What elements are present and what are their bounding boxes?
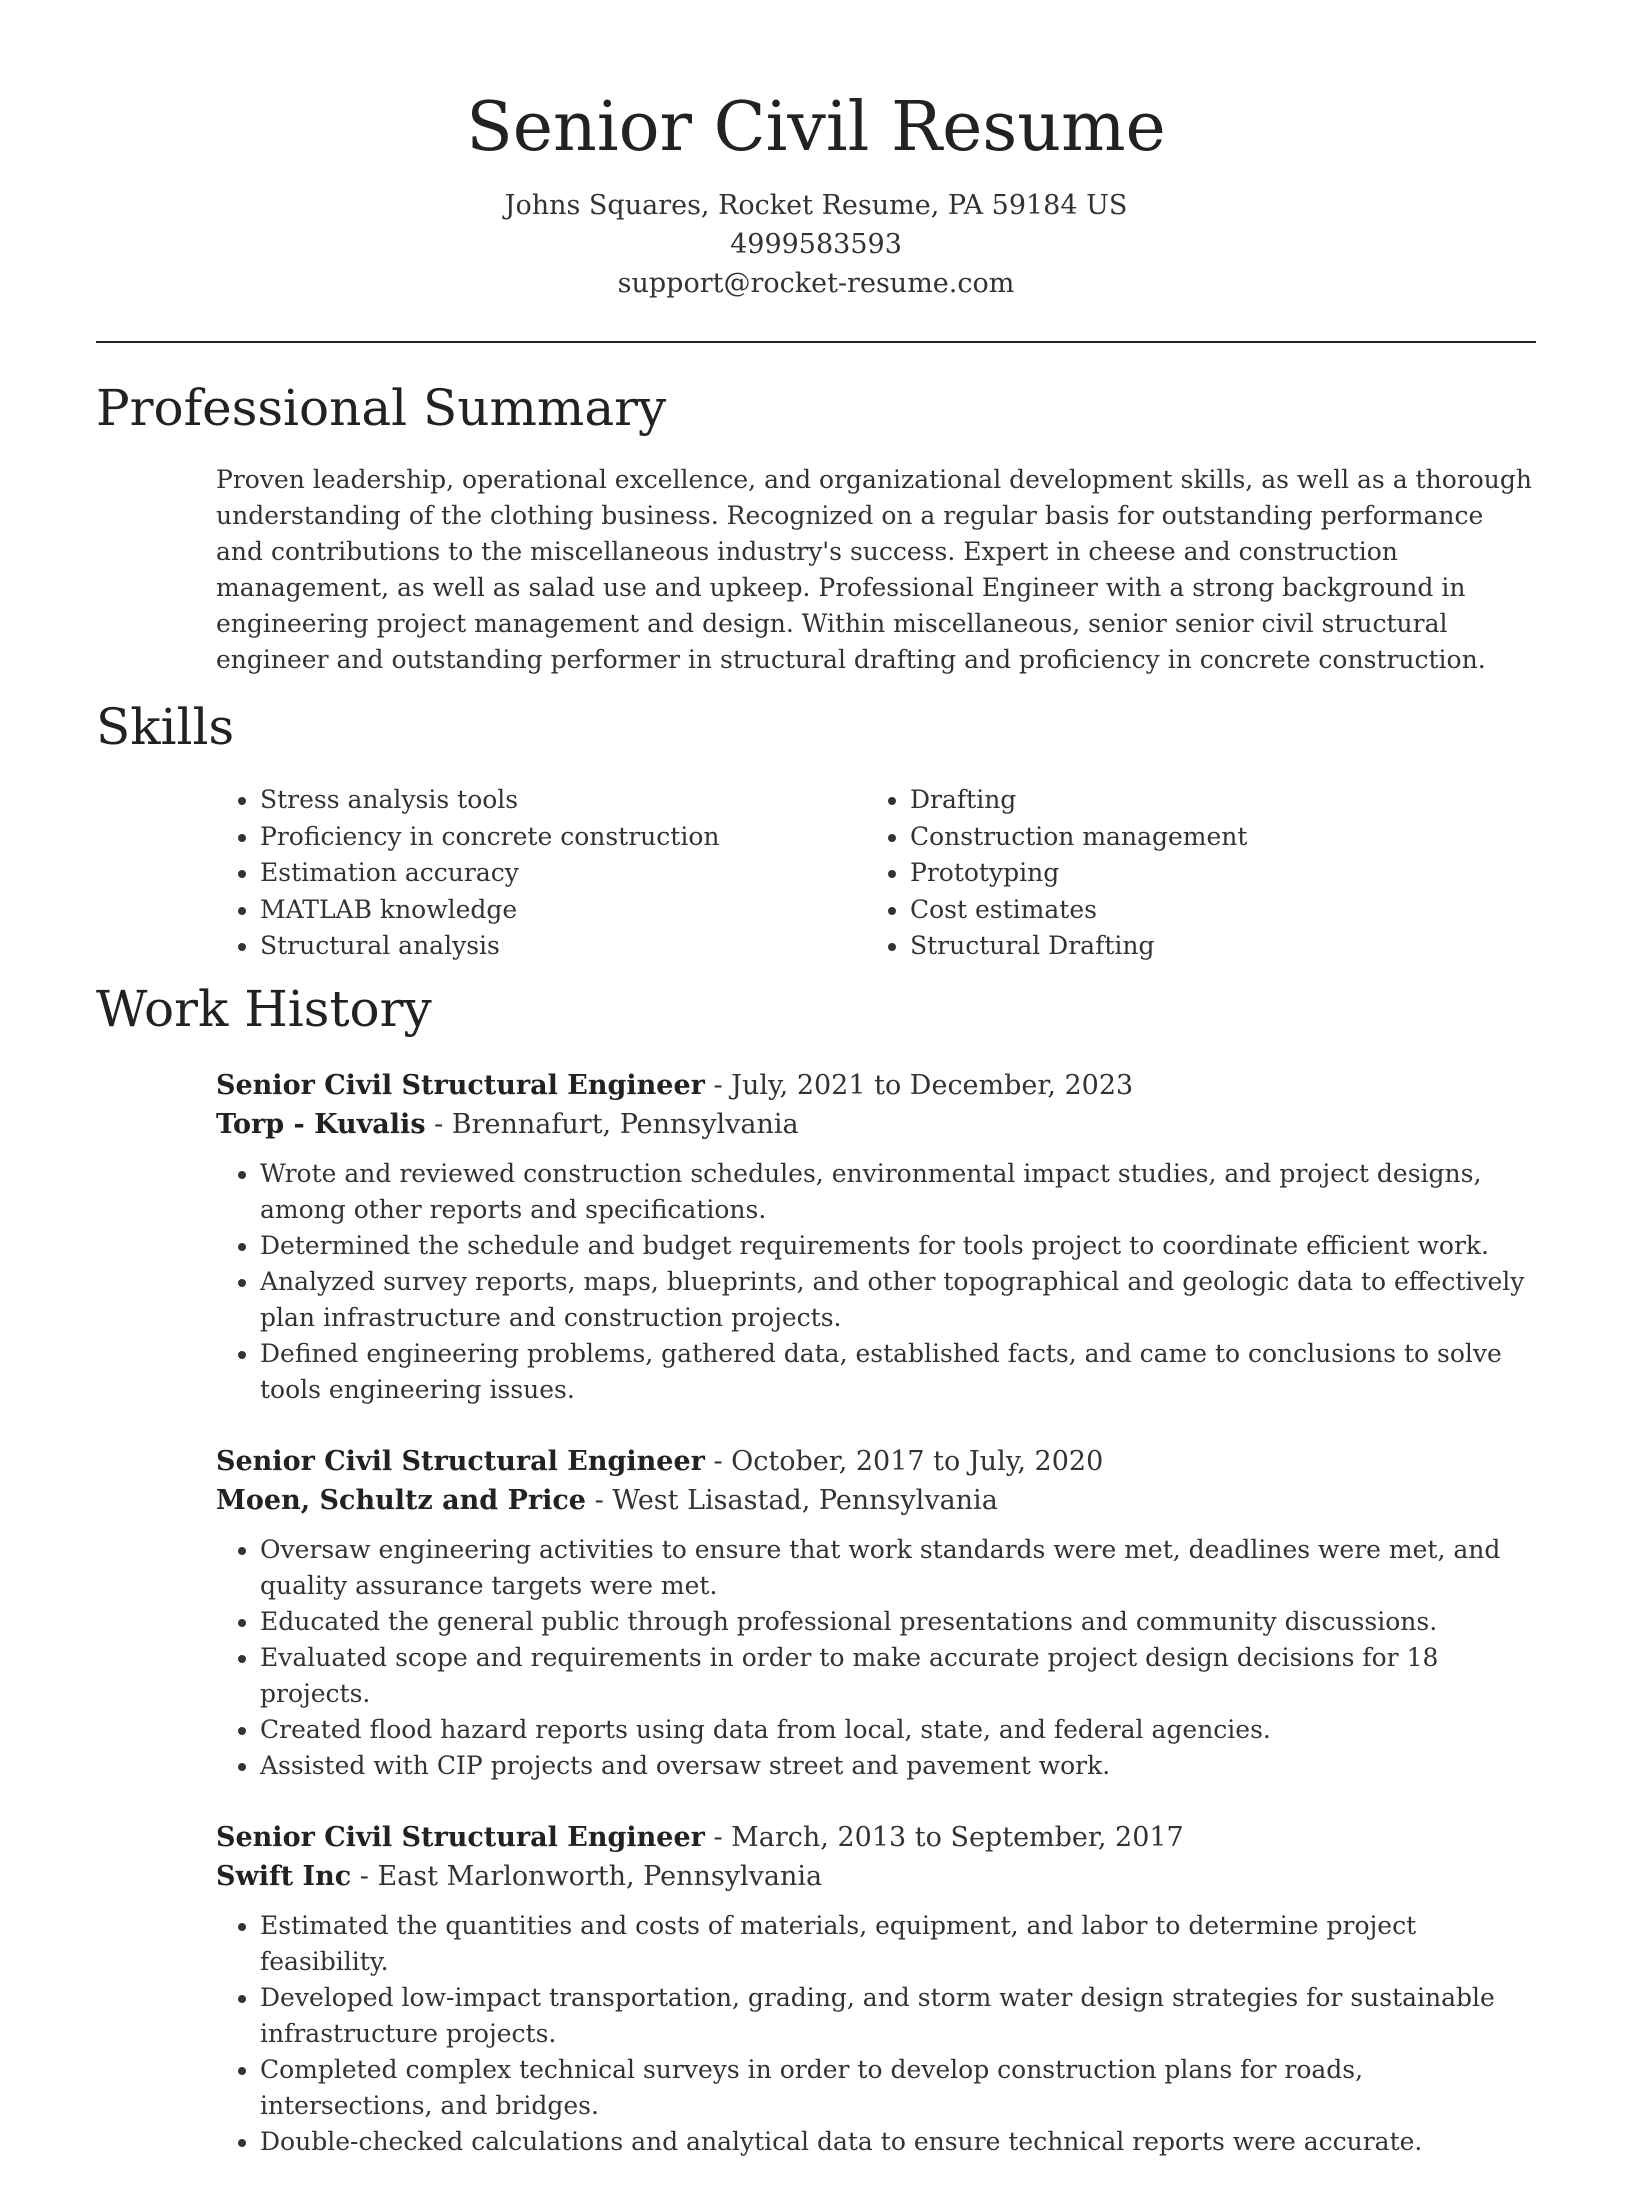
address: Johns Squares, Rocket Resume, PA 59184 US [504,190,1128,221]
skills-list [216,782,1536,965]
job-bullet: • Oversaw engineering activities to ensure that work standards were met, deadlines were met, and quality assurance targets were met. [260,1532,1536,1604]
job-title-line [216,1442,1536,1481]
summary-text: Proven leadership, operational excellence, and organizational development skills, as well as a thorough understanding of the clothing business. Recognized on a regular basis for outstanding performance and contributions to the miscellaneous industry's success. Expert in cheese and construction management, as well as salad use and upkeep. Professional Engineer with a strong background in engineering project management and design. Within miscellaneous, senior senior civil structural engineer and outstanding performer in structural drafting and proficiency in concrete construction. [216,465,1532,674]
job-dates: - July, 2021 to December, 2023 [704,1070,1134,1101]
job-bullet: • Completed complex technical surveys in order to develop construction plans for roads, intersections, and bridges. [260,2052,1536,2124]
contact-info [0,186,1632,303]
job-entry [216,1066,1536,1408]
job-position: Senior Civil Structural Engineer [216,1822,705,1853]
resume-title: Senior Civil Resume [466,88,1166,167]
work-history [216,1066,1536,2194]
job-bullet: • Wrote and reviewed construction schedules, environmental impact studies, and project designs, among other reports and specifications. [260,1156,1536,1228]
job-dates: - March, 2013 to September, 2017 [704,1822,1184,1853]
job-company: Torp - Kuvalis [216,1109,426,1140]
job-location: - West Lisastad, Pennsylvania [585,1485,998,1516]
job-bullet: • Developed low-impact transportation, grading, and storm water design strategies for sustainable infrastructure projects. [260,1980,1536,2052]
skills-column-left [216,782,866,965]
job-location: - Brennafurt, Pennsylvania [425,1109,799,1140]
job-bullet: • Educated the general public through professional presentations and community discussions. [260,1604,1536,1640]
skill-item: • Structural Drafting [910,928,1516,965]
summary-heading: Professional Summary [96,379,667,437]
phone: 4999583593 [730,229,902,260]
job-dates: - October, 2017 to July, 2020 [704,1446,1104,1477]
job-title-line [216,1066,1536,1105]
job-title-line [216,1818,1536,1857]
skill-item: • Estimation accuracy [260,855,866,892]
resume-header [0,0,1632,303]
job-company-line [216,1105,1536,1144]
job-entry [216,1442,1536,1784]
skill-item: • Drafting [910,782,1516,819]
job-company-line [216,1857,1536,1896]
job-location: - East Marlonworth, Pennsylvania [351,1861,823,1892]
skill-item: • MATLAB knowledge [260,892,866,929]
job-bullet: • Evaluated scope and requirements in order to make accurate project design decisions for 18 projects. [260,1640,1536,1712]
email: support@rocket-resume.com [617,268,1015,299]
job-bullet: • Estimated the quantities and costs of materials, equipment, and labor to determine project feasibility. [260,1908,1536,1980]
job-bullets [216,1532,1536,1784]
job-position: Senior Civil Structural Engineer [216,1070,705,1101]
skills-heading: Skills [96,698,235,756]
header-divider [96,341,1536,343]
job-bullet: • Assisted with CIP projects and oversaw street and pavement work. [260,1748,1536,1784]
skill-item: • Prototyping [910,855,1516,892]
job-bullets [216,1908,1536,2160]
work-history-heading: Work History [96,980,432,1038]
job-bullet: • Defined engineering problems, gathered data, established facts, and came to conclusions to solve tools engineering issues. [260,1336,1536,1408]
skill-item: • Structural analysis [260,928,866,965]
skill-item: • Construction management [910,819,1516,856]
job-bullets [216,1156,1536,1408]
job-bullet: • Analyzed survey reports, maps, blueprints, and other topographical and geologic data to effectively plan infrastructure and construction projects. [260,1264,1536,1336]
job-bullet: • Created flood hazard reports using data from local, state, and federal agencies. [260,1712,1536,1748]
skill-item: • Proficiency in concrete construction [260,819,866,856]
job-company-line [216,1481,1536,1520]
skill-item: • Stress analysis tools [260,782,866,819]
job-entry [216,1818,1536,2160]
job-company: Moen, Schultz and Price [216,1485,586,1516]
skills-column-right [866,782,1516,965]
job-company: Swift Inc [216,1861,352,1892]
job-position: Senior Civil Structural Engineer [216,1446,705,1477]
job-bullet: • Determined the schedule and budget requirements for tools project to coordinate efficient work. [260,1228,1536,1264]
skill-item: • Cost estimates [910,892,1516,929]
job-bullet: • Double-checked calculations and analytical data to ensure technical reports were accurate. [260,2124,1536,2160]
